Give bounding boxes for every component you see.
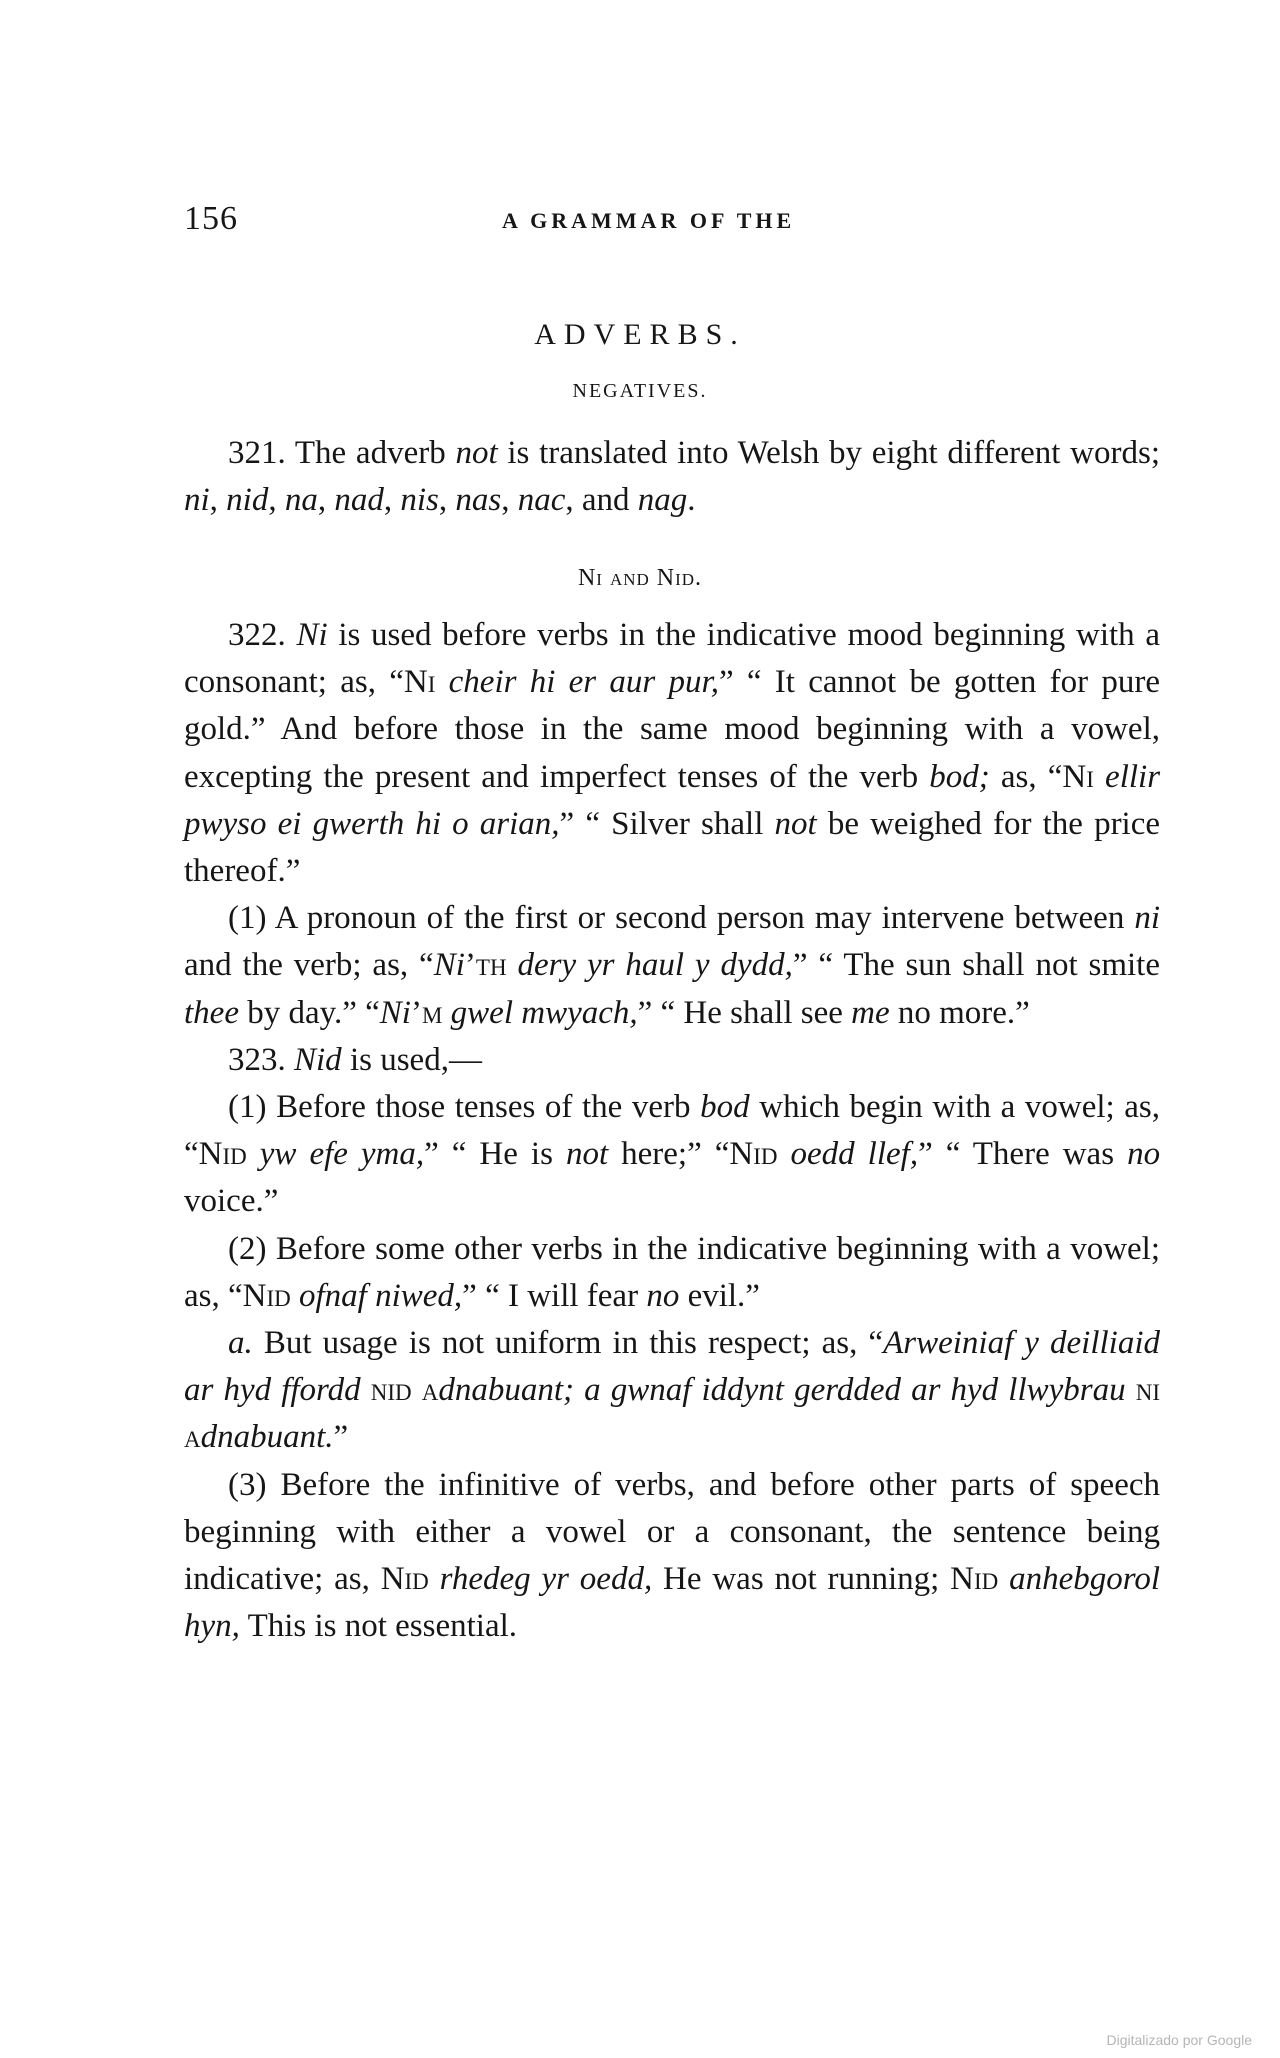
paragraph-323-1: (1) Before those tenses of the verb bod which begin with a vowel; as, “Nid yw efe yma,” “ He is not here;” “Nid oedd llef,” “ There was no voice.”	[184, 1089, 1161, 1220]
paragraph-number: 321.	[228, 435, 286, 471]
paragraph-323: 323. Nid is used,—	[228, 1041, 482, 1078]
running-head: A GRAMMAR OF THE	[502, 208, 796, 233]
paragraph-323-2: (2) Before some other verbs in the indicative beginning with a vowel; as, “Nid ofnaf niwed,” “ I will fear no evil.”	[184, 1230, 1161, 1314]
paragraph-321: 321. The adverb not is translated into Welsh by eight different words; ni, nid, na, nad, nis, nas, nac, and nag.	[184, 435, 1160, 519]
paragraph-322: 322. Ni is used before verbs in the indicative mood beginning with a consonant; as, “Ni cheir hi er aur pur,” “ It cannot be gotten for pure gold.” And before those in the same mood beginning with a vowel, excepting the present and imperfect tenses of the verb bod; as, “Ni ellir pwyso ei gwerth hi o arian,” “ Silver shall not be weighed for the price thereof.”	[184, 617, 1161, 890]
body-text	[184, 612, 1160, 1650]
paragraph-323-3: (3) Before the infinitive of verbs, and before other parts of speech beginning with either a vowel or a consonant, the sentence being indicative; as, Nid rhedeg yr oedd, He was not running; Nid anhebgorol hyn, This is not essential.	[184, 1466, 1161, 1645]
section-subtitle: NEGATIVES.	[572, 380, 708, 402]
paragraph-number: 322.	[228, 617, 286, 653]
page-number: 156	[184, 200, 238, 237]
paragraph-number: 323.	[228, 1041, 286, 1078]
subheading-ni-nid: Ni and Nid.	[577, 565, 703, 591]
page-header	[184, 200, 1164, 250]
section-title: ADVERBS.	[534, 318, 746, 351]
paragraph-322-1: (1) A pronoun of the first or second person may intervene between ni and the verb; as, “Ni’th dery yr haul y dydd,” “ The sun shall not smite thee by day.” “Ni’m gwel mwyach,” “ He shall see me no more.”	[184, 900, 1161, 1031]
paragraph-323-a: a. But usage is not uniform in this respect; as, “Arweiniaf y deilliaid ar hyd ffordd nid adnabuant; a gwnaf iddynt gerdded ar hyd llwybrau ni adnabuant.”	[184, 1325, 1161, 1456]
google-watermark: Digitalizado por Google	[1106, 2032, 1252, 2048]
